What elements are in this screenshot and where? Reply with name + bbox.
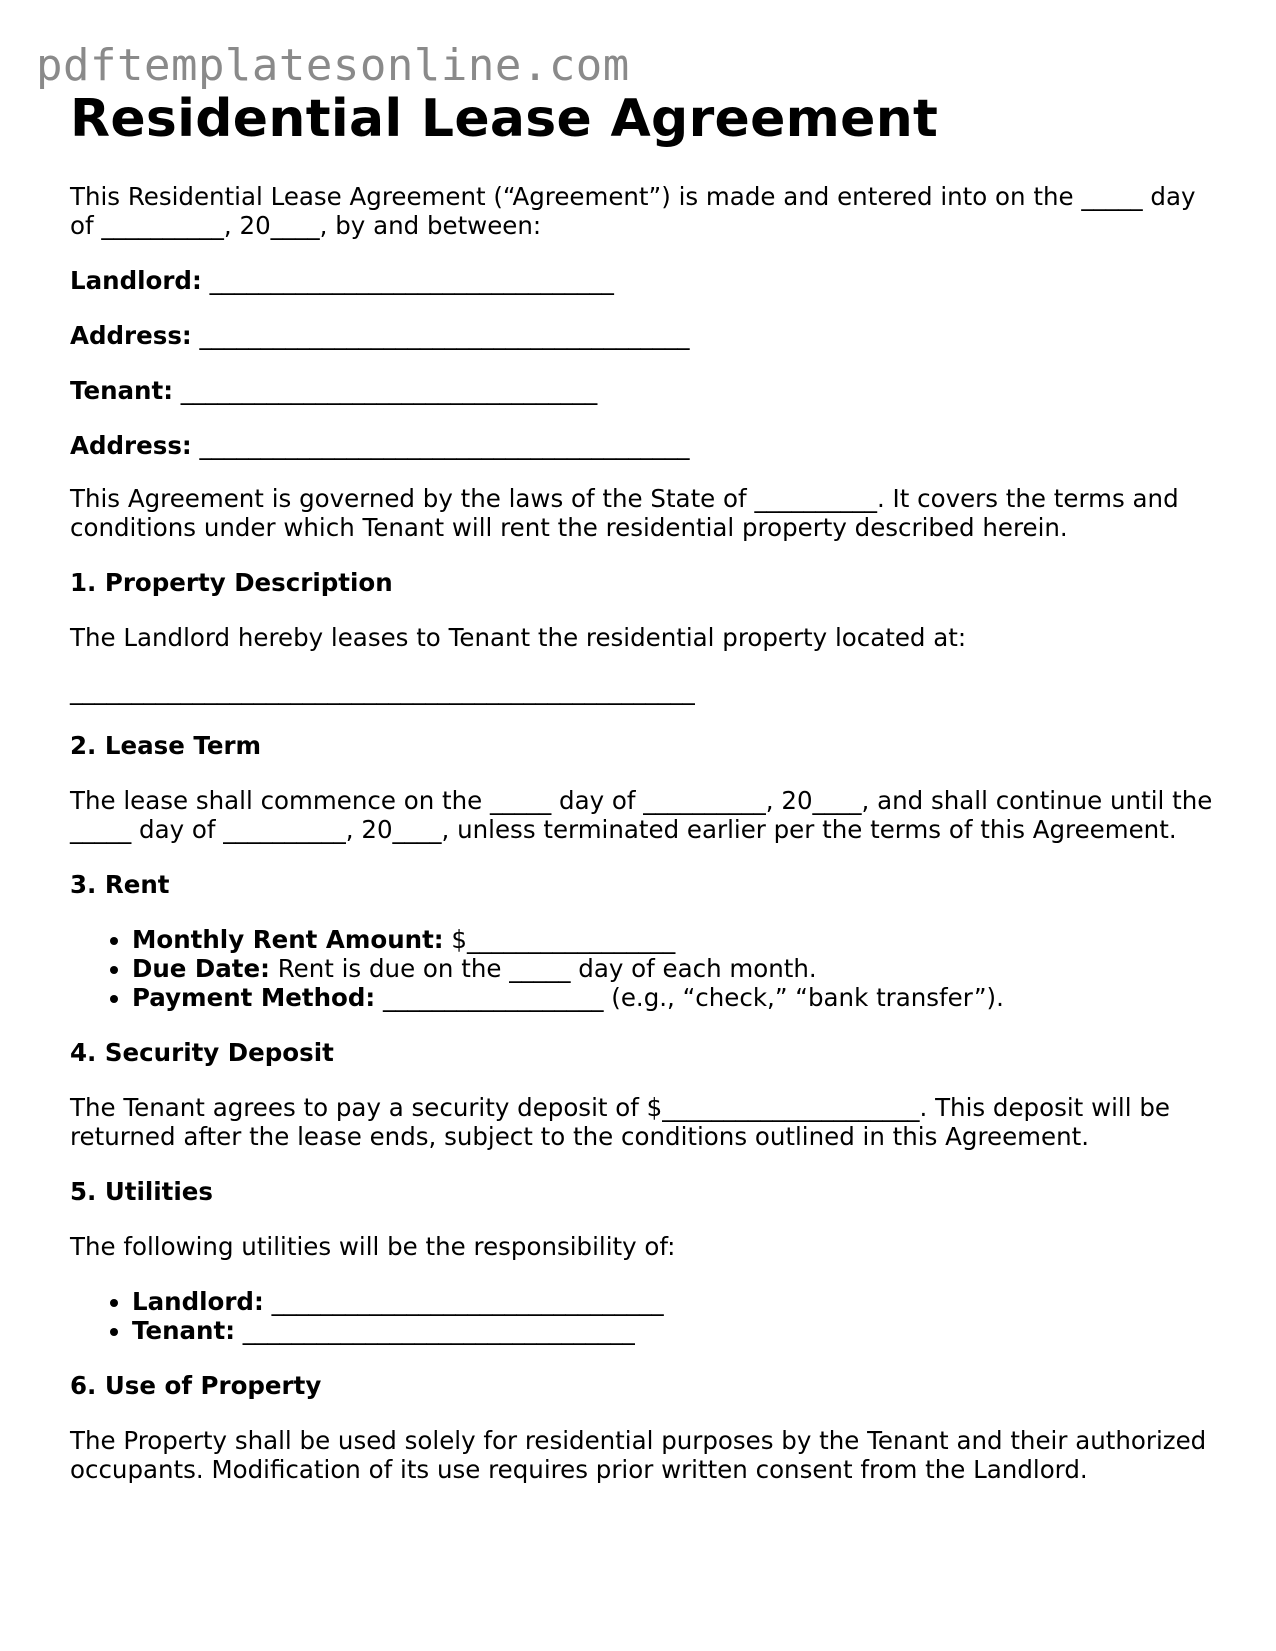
monthly-rent-blank: $_________________ (443, 925, 676, 954)
property-address-blank: ___________________________________________________ (70, 676, 695, 705)
list-item-utilities-landlord (132, 1287, 1220, 1316)
list-item-monthly-rent (132, 925, 1220, 954)
landlord-address-label: Address: (70, 321, 192, 350)
document-page (70, 86, 1220, 1484)
rent-list (70, 925, 1220, 1012)
tenant-field (70, 376, 1220, 405)
document-title: Residential Lease Agreement (70, 89, 939, 149)
payment-method-label: Payment Method: (132, 983, 376, 1012)
list-item-payment-method (132, 983, 1220, 1012)
utilities-paragraph: The following utilities will be the responsibility of: (70, 1232, 676, 1261)
due-date-text: Rent is due on the _____ day of each month. (269, 954, 817, 983)
utilities-landlord-blank: ________________________________ (263, 1287, 664, 1316)
section-heading-rent: 3. Rent (70, 870, 170, 899)
watermark: pdftemplatesonline.com (36, 40, 630, 91)
list-item-utilities-tenant (132, 1316, 1220, 1345)
utilities-list (70, 1287, 1220, 1345)
list-item-due-date (132, 954, 1220, 983)
property-paragraph: The Landlord hereby leases to Tenant the residential property located at: (70, 623, 967, 652)
utilities-landlord-label: Landlord: (132, 1287, 264, 1316)
tenant-address-label: Address: (70, 431, 192, 460)
intro-paragraph: This Residential Lease Agreement (“Agreement”) is made and entered into on the _____ day of __________, 20____, by and between: (70, 182, 1196, 240)
tenant-address-field (70, 431, 1220, 460)
tenant-blank: __________________________________ (173, 376, 598, 405)
section-heading-security-deposit: 4. Security Deposit (70, 1038, 334, 1067)
section-heading-lease-term: 2. Lease Term (70, 731, 262, 760)
security-deposit-paragraph: The Tenant agrees to pay a security deposit of $_____________________. This deposit will be returned after the lease ends, subject to the conditions outlined in this Agreement. (70, 1093, 1170, 1151)
section-heading-use-of-property: 6. Use of Property (70, 1371, 322, 1400)
landlord-address-blank: ________________________________________ (191, 321, 690, 350)
section-heading-property: 1. Property Description (70, 568, 393, 597)
due-date-label: Due Date: (132, 954, 270, 983)
utilities-tenant-label: Tenant: (132, 1316, 236, 1345)
utilities-tenant-blank: ________________________________ (235, 1316, 635, 1345)
landlord-label: Landlord: (70, 266, 202, 295)
section-heading-utilities: 5. Utilities (70, 1177, 213, 1206)
landlord-address-field (70, 321, 1220, 350)
tenant-address-blank: ________________________________________ (191, 431, 690, 460)
tenant-label: Tenant: (70, 376, 174, 405)
lease-term-paragraph: The lease shall commence on the _____ day of __________, 20____, and shall continue until the _____ day of __________, 20____, unless terminated earlier per the terms of this Agreement. (70, 786, 1213, 844)
monthly-rent-label: Monthly Rent Amount: (132, 925, 444, 954)
use-of-property-paragraph: The Property shall be used solely for residential purposes by the Tenant and their authorized occupants. Modification of its use requires prior written consent from the Landlord. (70, 1426, 1207, 1484)
governing-law-paragraph: This Agreement is governed by the laws of the State of __________. It covers the terms and conditions under which Tenant will rent the residential property described herein. (70, 484, 1179, 542)
landlord-field (70, 266, 1220, 295)
payment-method-text: __________________ (e.g., “check,” “bank transfer”). (375, 983, 1004, 1012)
landlord-blank: _________________________________ (201, 266, 614, 295)
